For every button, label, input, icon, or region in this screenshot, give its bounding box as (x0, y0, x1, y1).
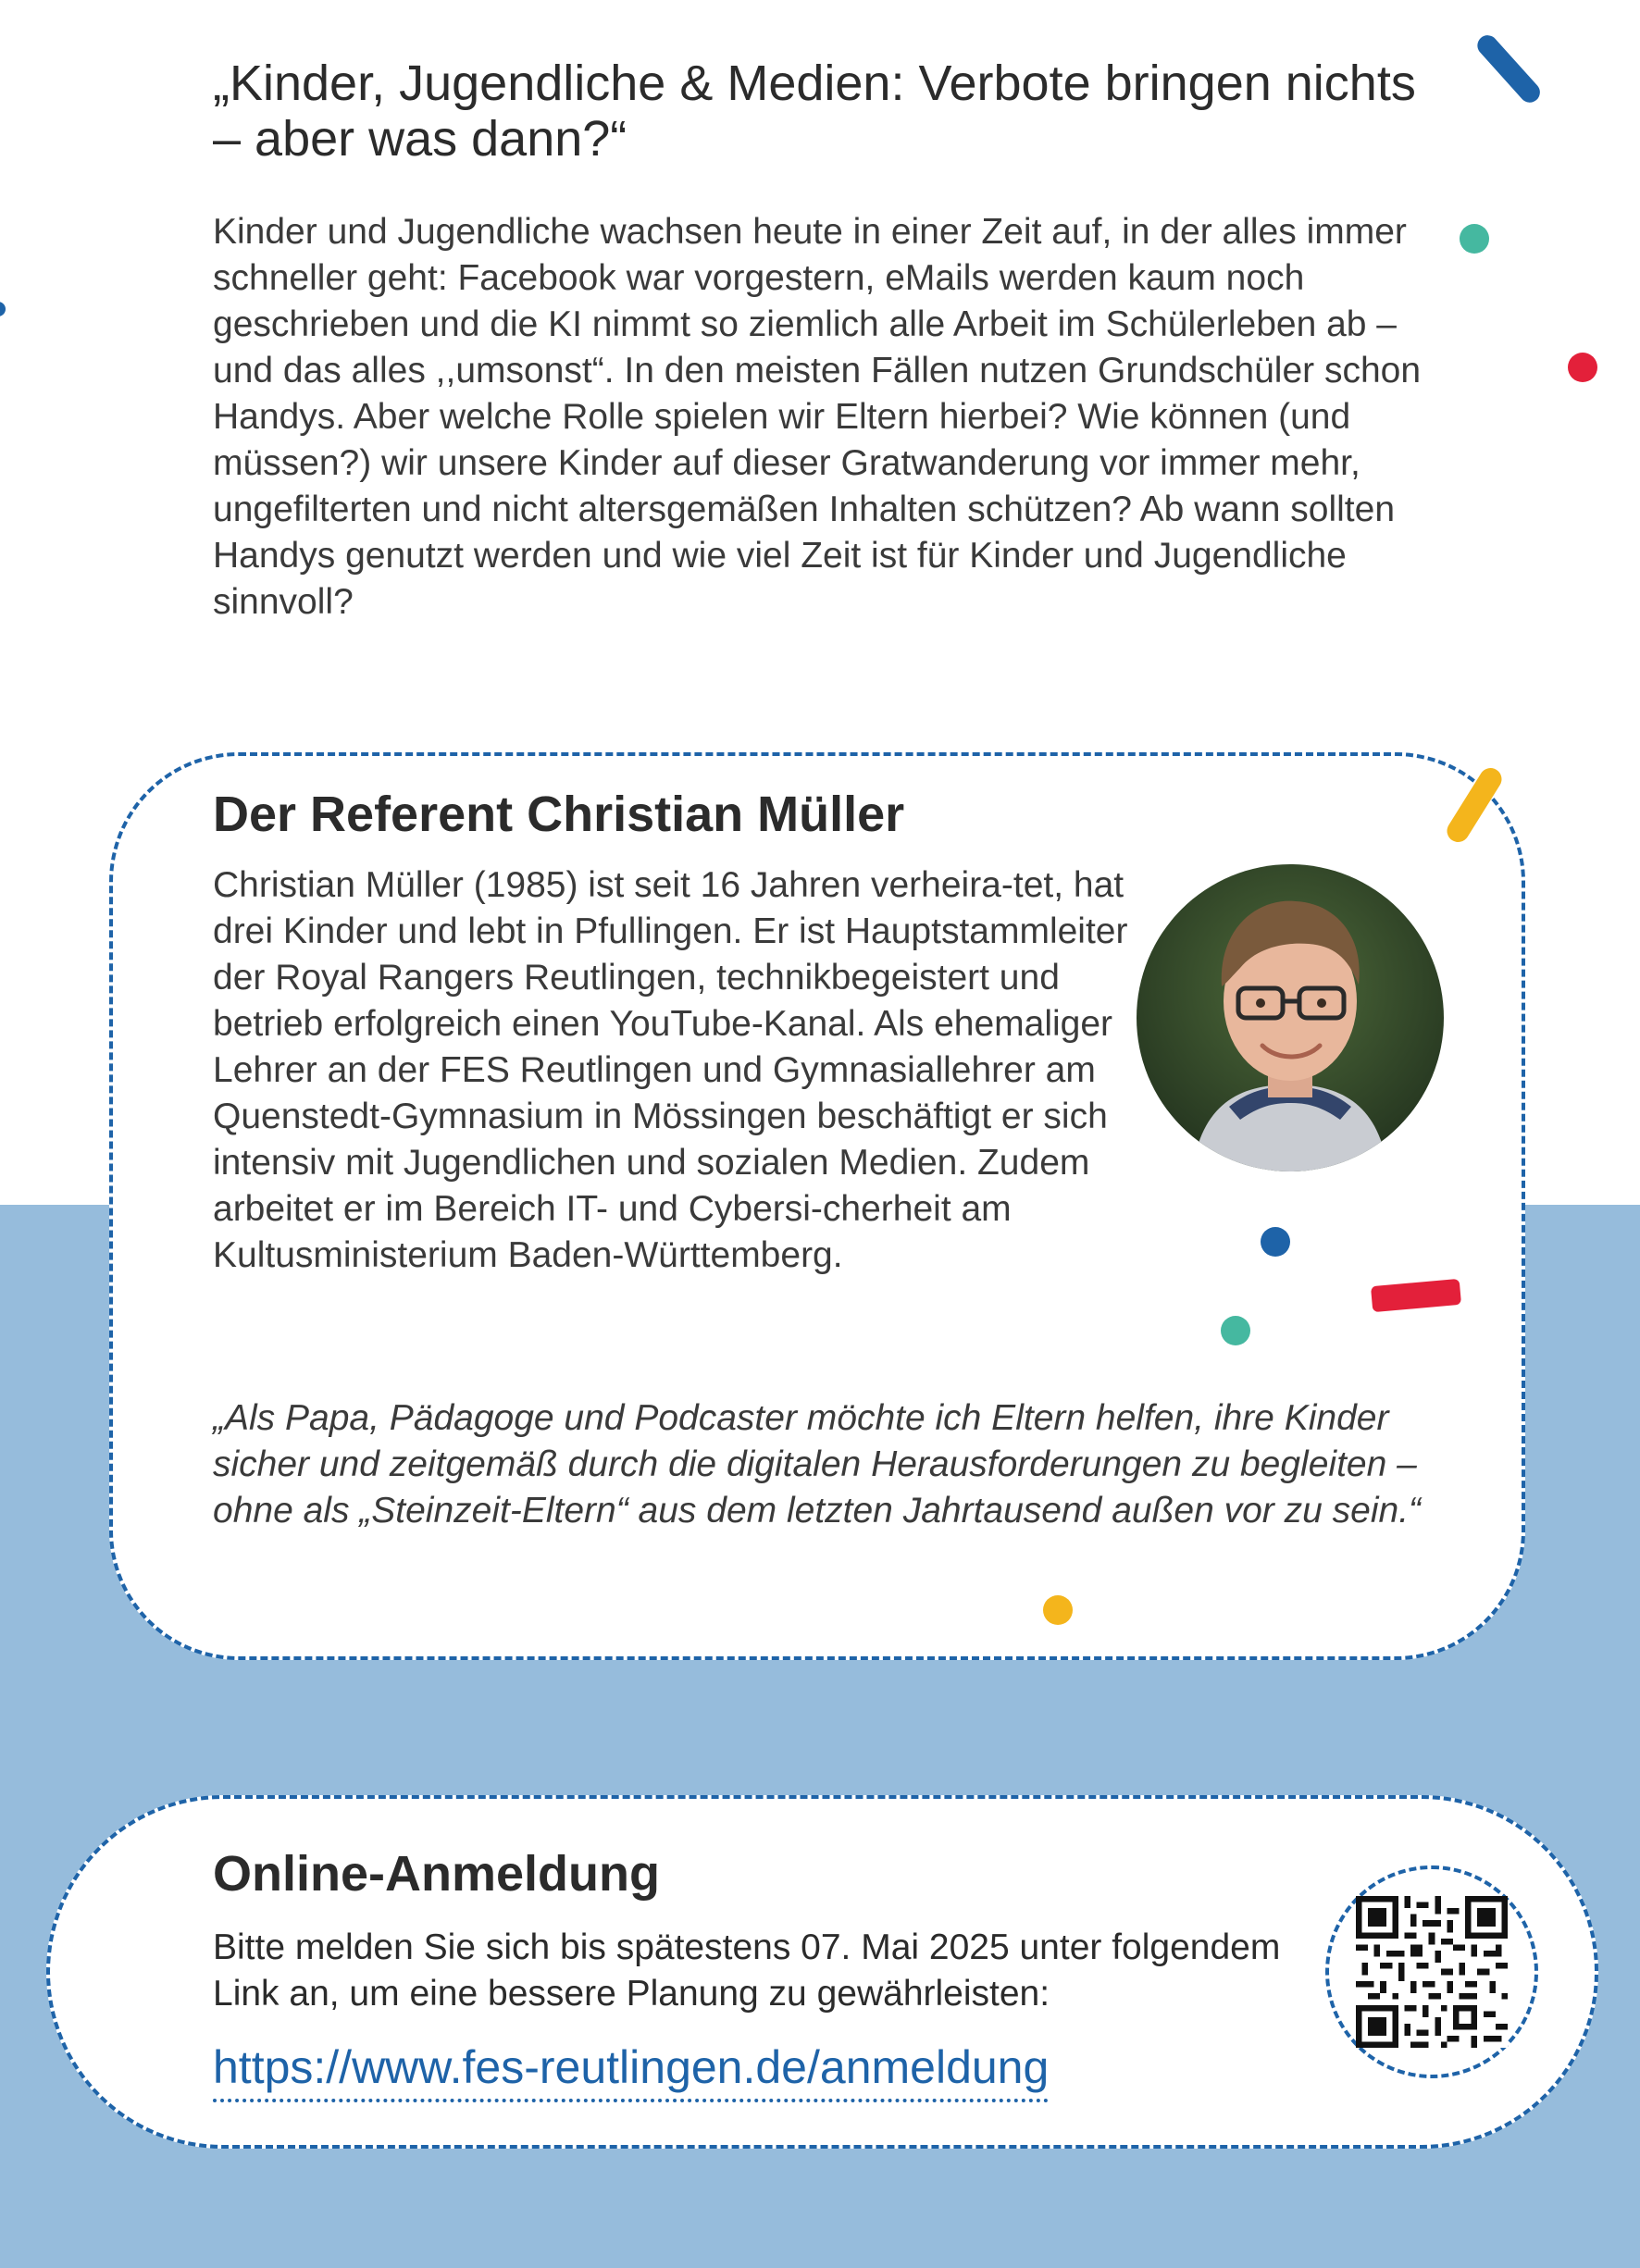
confetti-teal-dot (1460, 224, 1489, 254)
registration-text: Bitte melden Sie sich bis spätestens 07. Mai 2025 unter folgendem Link an, um eine bessere Planung zu gewährleisten: (213, 1927, 1281, 2014)
confetti-blue-dot-edge (0, 302, 6, 316)
registration-link[interactable]: https://www.fes-reutlingen.de/anmeldung (213, 2038, 1049, 2102)
registration-title: Online-Anmeldung (213, 1846, 660, 1902)
confetti-blue-bar (1473, 31, 1545, 107)
qr-code-icon[interactable] (1356, 1896, 1508, 2048)
confetti-teal-dot-2 (1221, 1316, 1250, 1345)
confetti-yellow-dot (1043, 1595, 1073, 1625)
portrait-illustration (1137, 864, 1444, 1171)
speaker-portrait (1137, 864, 1444, 1171)
speaker-quote: „Als Papa, Pädagoge und Podcaster möchte ich Eltern helfen, ihre Kinder sicher und zeitgemäß durch die digitalen Herausforderungen zu begleiten – ohne als „Steinzeit-Eltern“ aus dem letzten Jahrtausend außen vor zu sein.“ (213, 1398, 1422, 1531)
confetti-blue-dot (1261, 1227, 1290, 1257)
intro-text: Kinder und Jugendliche wachsen heute in einer Zeit auf, in der alles immer schneller geht: Facebook war vorgestern, eMails werden kaum noch geschrieben und die KI nimmt so ziemlich alle Arbeit im Schülerleben ab – und das alles ,,umsonst“. In den meisten Fällen nutzen Grundschüler schon Handys. Aber welche Rolle spielen wir Eltern hierbei? Wie können (und müssen?) wir unsere Kinder auf dieser Gratwanderung vor immer mehr, ungefilterten und nicht altersgemäßen Inhalten schützen? Ab wann sollten Handys genutzt werden und wie viel Zeit ist für Kinder und Jugendliche sinnvoll? (213, 212, 1422, 622)
speaker-title: Der Referent Christian Müller (213, 787, 905, 842)
intro-title: „Kinder, Jugendliche & Medien: Verbote bringen nichts – aber was dann?“ (213, 56, 1416, 167)
confetti-red-dot (1568, 353, 1597, 382)
speaker-bio: Christian Müller (1985) ist seit 16 Jahren verheira-tet, hat drei Kinder und lebt in Pfullingen. Er ist Hauptstammleiter der Royal Rangers Reutlingen, technikbegeistert und betrieb erfolgreich einen YouTube-Kanal. Als ehemaliger Lehrer an der FES Reutlingen und Gymnasiallehrer am Quenstedt-Gymnasium in Mössingen beschäftigt er sich intensiv mit Jugendlichen und sozialen Medien. Zudem arbeitet er im Bereich IT- und Cybersi-cherheit am Kultusministerium Baden-Württemberg. (213, 865, 1128, 1275)
